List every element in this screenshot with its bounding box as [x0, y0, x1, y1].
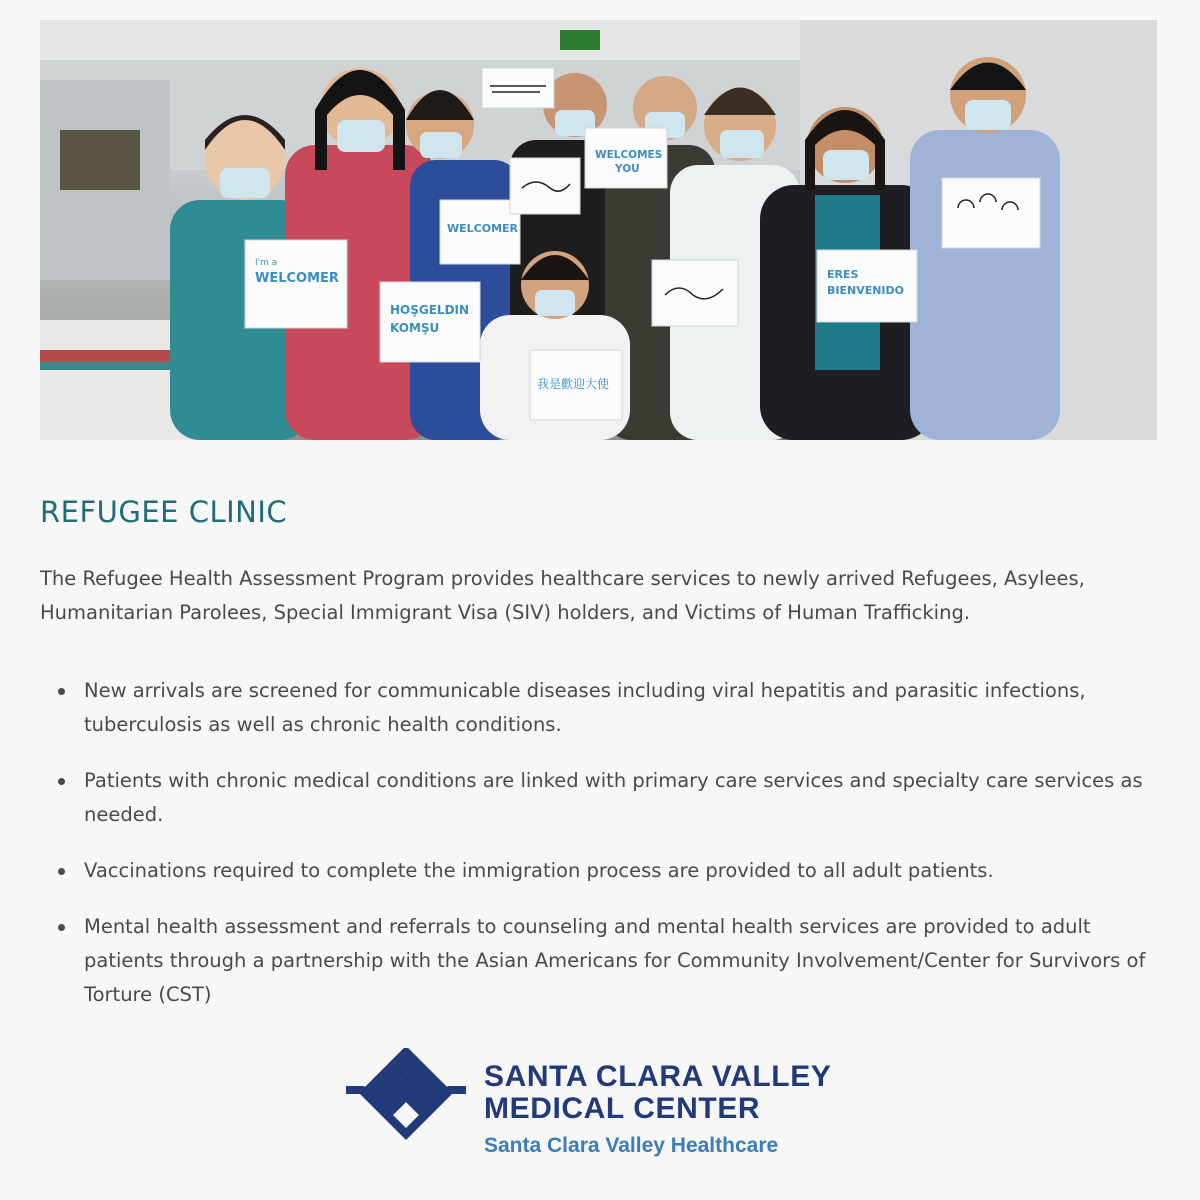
logo-line-2: MEDICAL CENTER — [484, 1092, 761, 1125]
svg-text:WELCOMES: WELCOMES — [595, 149, 663, 161]
sign-welcomer-2 — [440, 200, 520, 264]
sign-script-burmese — [942, 178, 1040, 248]
sign-welcomes-you — [585, 128, 667, 188]
svg-text:YOU: YOU — [615, 163, 640, 175]
list-item: New arrivals are screened for communicable diseases including viral hepatitis and parasitic infections, tuberculosis as well as chronic health conditions. — [40, 674, 1170, 742]
sign-chinese — [530, 350, 622, 420]
organization-logo — [344, 1048, 864, 1168]
sign-script-dari — [652, 260, 738, 326]
sign-eres-bienvenido — [817, 250, 917, 322]
svg-text:HOŞGELDIN: HOŞGELDIN — [390, 303, 470, 317]
services-list — [40, 674, 1170, 1034]
sign-hosgeldin — [380, 282, 480, 362]
svg-text:WELCOMER: WELCOMER — [447, 222, 519, 235]
page-title: REFUGEE CLINIC — [40, 495, 288, 530]
sign-welcomer-1 — [245, 240, 347, 328]
bullet-icon — [58, 868, 65, 875]
bullet-icon — [58, 688, 65, 695]
bullet-icon — [58, 924, 65, 931]
svg-text:KOMŞU: KOMŞU — [390, 321, 440, 335]
logo-line-1: SANTA CLARA VALLEY — [484, 1060, 832, 1093]
logo-diamond-icon — [344, 1048, 468, 1140]
photo-illustration — [40, 20, 1157, 440]
svg-text:WELCOMER: WELCOMER — [255, 271, 339, 286]
sign-script-arabic — [510, 158, 580, 214]
bullet-icon — [58, 778, 65, 785]
logo-line-3: Santa Clara Valley Healthcare — [484, 1134, 779, 1157]
svg-text:ERES: ERES — [827, 268, 859, 281]
list-item: Patients with chronic medical conditions are linked with primary care services and specialty care services as needed. — [40, 764, 1170, 832]
intro-paragraph: The Refugee Health Assessment Program provides healthcare services to newly arrived Refugees, Asylees, Humanitarian Parolees, Special Immigrant Visa (SIV) holders, and Victims of Human Trafficking. — [40, 566, 1085, 624]
list-item: Vaccinations required to complete the immigration process are provided to all adult patients. — [40, 854, 1170, 888]
hero-photo — [40, 20, 1157, 440]
svg-text:我是歡迎大使: 我是歡迎大使 — [537, 377, 610, 391]
svg-text:I'm a: I'm a — [255, 258, 278, 268]
svg-text:BIENVENIDO: BIENVENIDO — [827, 284, 905, 297]
list-item: Mental health assessment and referrals to counseling and mental health services are provided to adult patients through a partnership with the Asian Americans for Community Involvement/Center for Survivors of Torture (CST) — [40, 910, 1170, 1012]
sign-script-nepali — [482, 68, 554, 108]
